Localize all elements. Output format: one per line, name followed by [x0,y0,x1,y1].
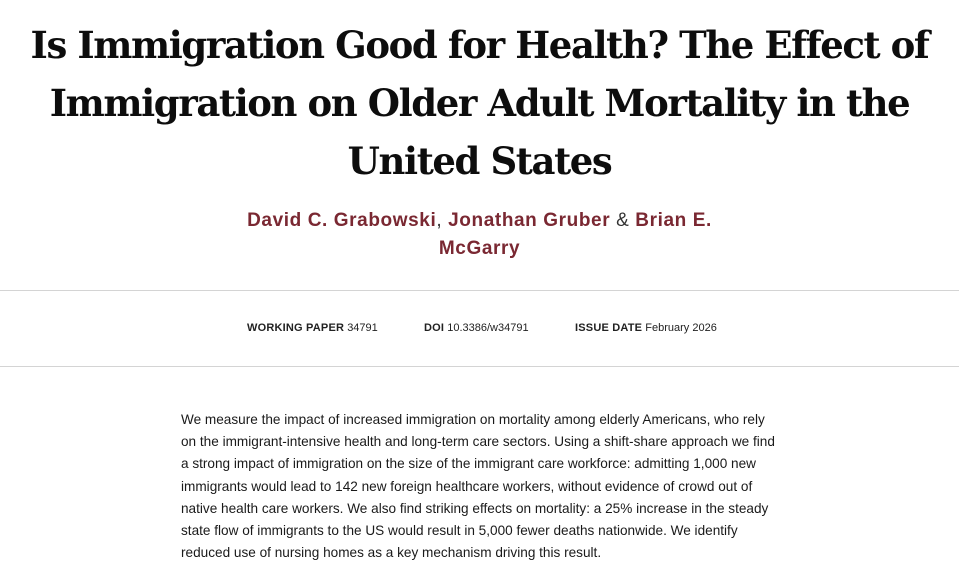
abstract-line: a strong impact of immigration on the size of the immigrant care workforce: admitting 1,000 new [181,456,756,472]
abstract-line: on the immigrant-intensive health and long-term care sectors. Using a shift-share approach we find [181,434,775,450]
author-link-gruber[interactable]: Jonathan Gruber [448,210,611,231]
divider-top [0,290,959,291]
doi-label: DOI [424,322,445,334]
working-paper-number: 34791 [347,322,378,334]
issue-date-info [575,320,717,336]
working-paper-label: WORKING PAPER [247,322,345,334]
abstract-line: state flow of immigrants to the US would result in 5,000 fewer deaths nationwide. We identify [181,523,738,539]
author-name-part: McGarry [438,238,521,259]
abstract-text [181,409,781,564]
issue-date-label: ISSUE DATE [575,322,643,334]
paper-title [20,16,939,190]
paper-metadata [0,320,959,336]
author-separator: , [436,210,443,231]
abstract-line: native health care workers. We also find striking effects on mortality: a 25% increase in the steady [181,500,769,516]
doi-value[interactable]: 10.3386/w34791 [447,322,529,334]
title-line: United States [347,139,612,183]
abstract-line: immigrants would lead to 142 new foreign healthcare workers, without evidence of crowd out of [181,478,753,494]
doi-info [424,320,529,336]
author-separator: & [616,210,630,231]
abstract-line: We measure the impact of increased immigration on mortality among elderly Americans, who rely [181,412,765,427]
title-line: Is Immigration Good for Health? The Effect of [30,23,929,67]
author-name-part: Brian E. [635,210,712,231]
working-paper-info [247,320,378,336]
title-line: Immigration on Older Adult Mortality in the [49,81,910,125]
author-list [200,207,759,263]
author-link-grabowski[interactable]: David C. Grabowski [247,210,437,231]
abstract-line: reduced use of nursing homes as a key mechanism driving this result. [181,545,602,561]
divider-bottom [0,366,959,367]
issue-date-value: February 2026 [645,322,717,334]
